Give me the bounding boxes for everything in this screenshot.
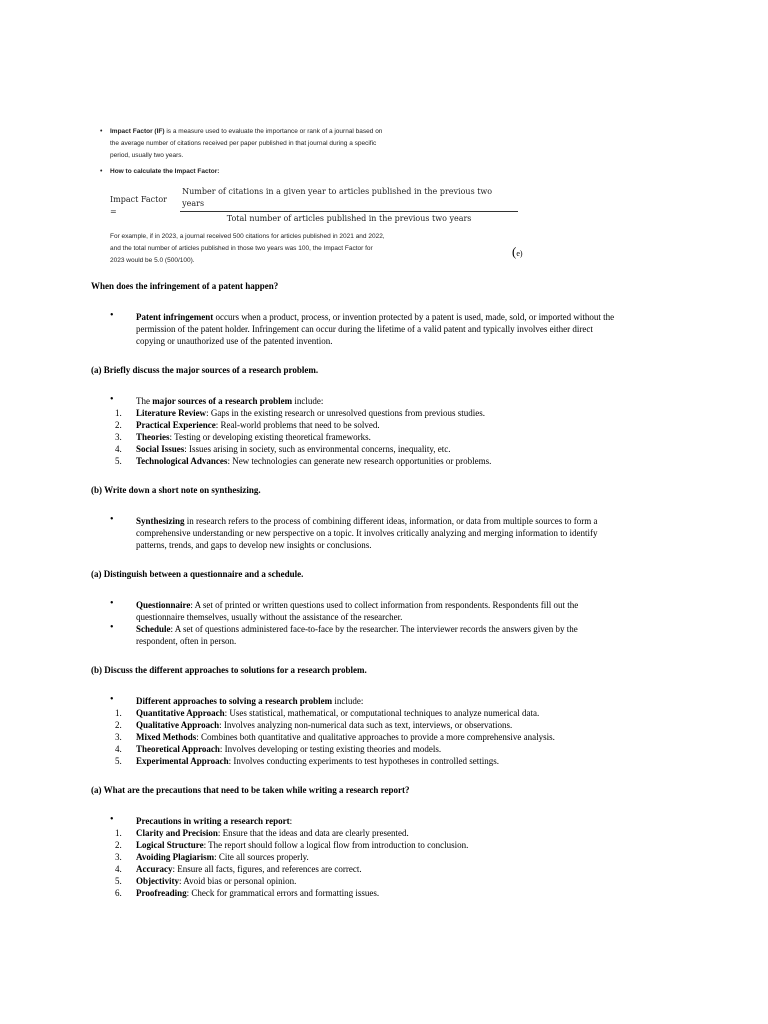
formula-denominator: Total number of articles published in the previous two years <box>226 214 472 223</box>
list-item: 6. Proofreading: Check for grammatical errors and formatting issues. <box>115 888 380 898</box>
bullet-icon: • <box>110 310 114 321</box>
bullet-icon: • <box>110 598 114 609</box>
list-item: 5. Experimental Approach: Involves conducting experiments to test hypotheses in controlled settings. <box>115 756 500 766</box>
list-item: 3. Theories: Testing or developing existing theoretical frameworks. <box>115 432 371 442</box>
approaches-answer: • Different approaches to solving a research problem include: <box>110 694 364 706</box>
bullet-icon: • <box>110 814 114 825</box>
list-item: 4. Social Issues: Issues arising in society, such as environmental concerns, inequality, etc. <box>115 444 451 454</box>
impact-factor-screenshot <box>98 126 518 267</box>
impact-factor-example: For example, if in 2023, a journal received 500 citations for articles published in 2021 and 2022, and the total number of articles published in those two years was 100, the Impact Factor for 2023 would be 5.0 (500/100). <box>110 233 385 264</box>
impact-factor-definition: • Impact Factor (IF) is a measure used to evaluate the importance or rank of a journal based on the average number of citations received per paper published in that journal during a specific period, usually two years. <box>98 126 518 162</box>
question-heading: (a) What are the precautions that need to be taken while writing a research report? <box>91 785 410 795</box>
bullet-icon: • <box>110 514 114 525</box>
impact-factor-formula: Impact Factor = Number of citations in a given year to articles published in the previous two years Total number of articles published in the previous two years <box>110 186 518 225</box>
bullet-icon: • <box>110 694 114 705</box>
document-body <box>91 280 691 899</box>
question-heading: When does the infringement of a patent happen? <box>91 281 279 291</box>
list-item: 1. Clarity and Precision: Ensure that the ideas and data are clearly presented. <box>115 828 409 838</box>
precautions-list <box>91 827 691 899</box>
patent-infringement-answer: • Patent infringement occurs when a product, process, or invention protected by a patent is used, made, sold, or imported without the permission of the patent holder. Infringement can occur during the lifetime of a valid patent and typically involves either direct copying or unauthorized use of the patented invention. <box>110 310 615 346</box>
question-heading: (a) Distinguish between a questionnaire and a schedule. <box>91 569 304 579</box>
how-to-calculate: • How to calculate the Impact Factor: <box>98 166 518 178</box>
list-item: 2. Qualitative Approach: Involves analyzing non-numerical data such as text, interviews, or observations. <box>115 720 513 730</box>
question-heading: (b) Discuss the different approaches to solutions for a research problem. <box>91 665 367 675</box>
synthesizing-answer: • Synthesizing in research refers to the process of combining different ideas, information, or data from multiple sources to form a comprehensive understanding or new perspective on a topic. It involves critically analyzing and merging information to identify patterns, trends, and gaps to develop new insights or conclusions. <box>110 514 598 550</box>
major-sources-list <box>91 407 691 467</box>
list-item: 4. Accuracy: Ensure all facts, figures, and references are correct. <box>115 864 362 874</box>
list-item: 3. Avoiding Plagiarism: Cite all sources properly. <box>115 852 309 862</box>
list-item: 5. Objectivity: Avoid bias or personal opinion. <box>115 876 297 886</box>
precautions-answer: • Precautions in writing a research report: <box>110 814 293 826</box>
bullet-icon: • <box>110 394 114 405</box>
list-item: 1. Quantitative Approach: Uses statistical, mathematical, or computational techniques to analyze numerical data. <box>115 708 540 718</box>
list-item: 3. Mixed Methods: Combines both quantitative and qualitative approaches to provide a more comprehensive analysis. <box>115 732 555 742</box>
major-sources-answer: • The major sources of a research problem include: <box>110 394 324 406</box>
list-item: 4. Theoretical Approach: Involves developing or testing existing theories and models. <box>115 744 442 754</box>
question-label-e: (e) <box>512 244 523 259</box>
list-item: 5. Technological Advances: New technologies can generate new research opportunities or problems. <box>115 456 492 466</box>
formula-numerator: Number of citations in a given year to articles published in the previous two years <box>180 186 518 212</box>
questionnaire-answer: • Questionnaire: A set of printed or written questions used to collect information from respondents. Respondents fill out the questionnaire themselves, usually without the assistance of the researcher. <box>110 598 579 622</box>
schedule-answer: • Schedule: A set of questions administered face-to-face by the researcher. The interviewer records the answers given by the respondent, often in person. <box>110 622 578 646</box>
approaches-list <box>91 707 691 767</box>
question-heading: (b) Write down a short note on synthesizing. <box>91 485 261 495</box>
bullet-icon: • <box>110 622 114 633</box>
list-item: 2. Practical Experience: Real-world problems that need to be solved. <box>115 420 380 430</box>
list-item: 1. Literature Review: Gaps in the existing research or unresolved questions from previous studies. <box>115 408 486 418</box>
question-heading: (a) Briefly discuss the major sources of a research problem. <box>91 365 319 375</box>
list-item: 2. Logical Structure: The report should follow a logical flow from introduction to conclusion. <box>115 840 469 850</box>
